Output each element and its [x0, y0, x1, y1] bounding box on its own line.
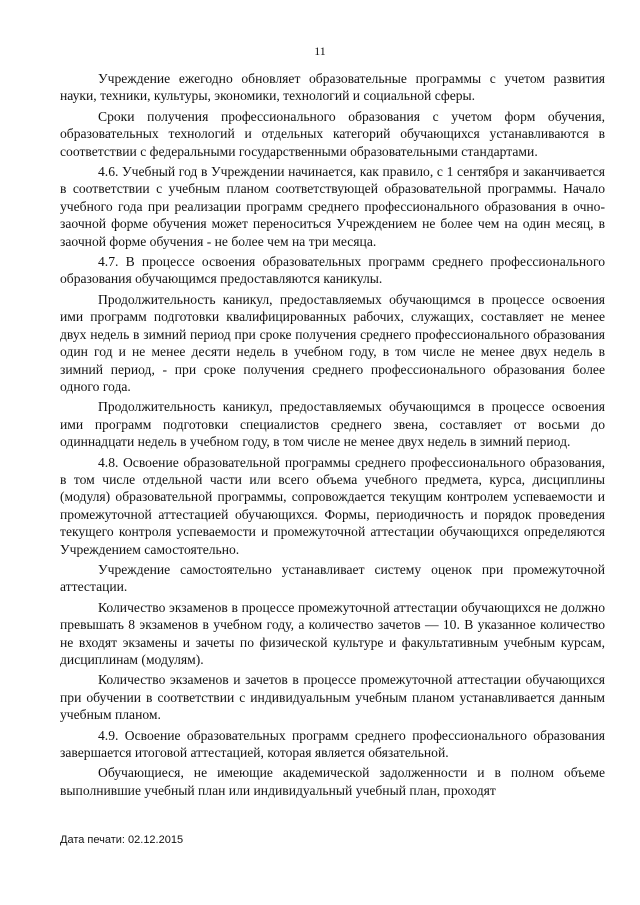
paragraph-eligible-students: Обучающиеся, не имеющие академической задолженности и в полном объеме выполнившие учебный план или индивидуальный учебный план, проходят	[60, 765, 605, 798]
paragraph-individual-plan: Количество экзаменов и зачетов в процессе промежуточной аттестации обучающихся при обучении в соответствии с индивидуальным учебным планом устанавливается данным учебным планом.	[60, 672, 605, 723]
document-body	[60, 70, 605, 802]
paragraph-holidays-specialists: Продолжительность каникул, предоставляемых обучающимся в процессе освоения ими программ подготовки специалистов среднего звена, составляет от восьми до одиннадцати недель в учебном году, в том числе не менее двух недель в зимний период.	[60, 399, 605, 450]
paragraph-program-update: Учреждение ежегодно обновляет образовательные программы с учетом развития науки, техники, культуры, экономики, технологий и социальной сферы.	[60, 71, 605, 104]
paragraph-4-9-final-attestation: 4.9. Освоение образовательных программ среднего профессионального образования завершается итоговой аттестацией, которая является обязательной.	[60, 727, 605, 761]
paragraph-4-8-assessment: 4.8. Освоение образовательной программы среднего профессионального образования, в том числе отдельной части или всего объема учебного предмета, курса, дисциплины (модуля) образовательной программы, сопровождается текущим контролем успеваемости и промежуточной аттестацией обучающихся. Формы, периодичность и порядок проведения текущего контроля успеваемости и промежуточной аттестации обучающихся определяются Учреждением самостоятельно.	[60, 454, 605, 557]
print-date: Дата печати: 02.12.2015	[60, 834, 184, 846]
paragraph-education-terms: Сроки получения профессионального образования с учетом форм обучения, образовательных технологий и отдельных категорий обучающихся устанавливаются в соответствии с федеральными государственными образовательными стандартами.	[60, 108, 605, 159]
paragraph-4-7-holidays: 4.7. В процессе освоения образовательных программ среднего профессионального образования обучающимся предоставляются каникулы.	[60, 254, 605, 287]
paragraph-exam-count: Количество экзаменов в процессе промежуточной аттестации обучающихся не должно превышать 8 экзаменов в учебном году, а количество зачетов — 10. В указанное количество не входят экзамены и зачеты по физической культуре и факультативным учебным курсам, дисциплинам (модулям).	[60, 599, 605, 667]
paragraph-4-6-academic-year: 4.6. Учебный год в Учреждении начинается, как правило, с 1 сентября и заканчивается в соответствии с учебным планом соответствующей образовательной программы. Начало учебного года при реализации программ среднего профессионального образования в очно-заочной форме обучения может переноситься Учреждением не более чем на один месяц, в заочной форме обучения - не более чем на три месяца.	[60, 164, 605, 249]
paragraph-holidays-workers: Продолжительность каникул, предоставляемых обучающимся в процессе освоения ими программ подготовки квалифицированных рабочих, служащих, составляет не менее двух недель в зимний период при сроке получения среднего профессионального образования один год и не менее десяти недель в учебном году, в том числе не менее двух недель в зимний период, - при сроке получения среднего профессионального образования более одного года.	[60, 291, 605, 394]
paragraph-grading-system: Учреждение самостоятельно устанавливает систему оценок при промежуточной аттестации.	[60, 561, 605, 595]
page-number: 11	[314, 44, 326, 58]
